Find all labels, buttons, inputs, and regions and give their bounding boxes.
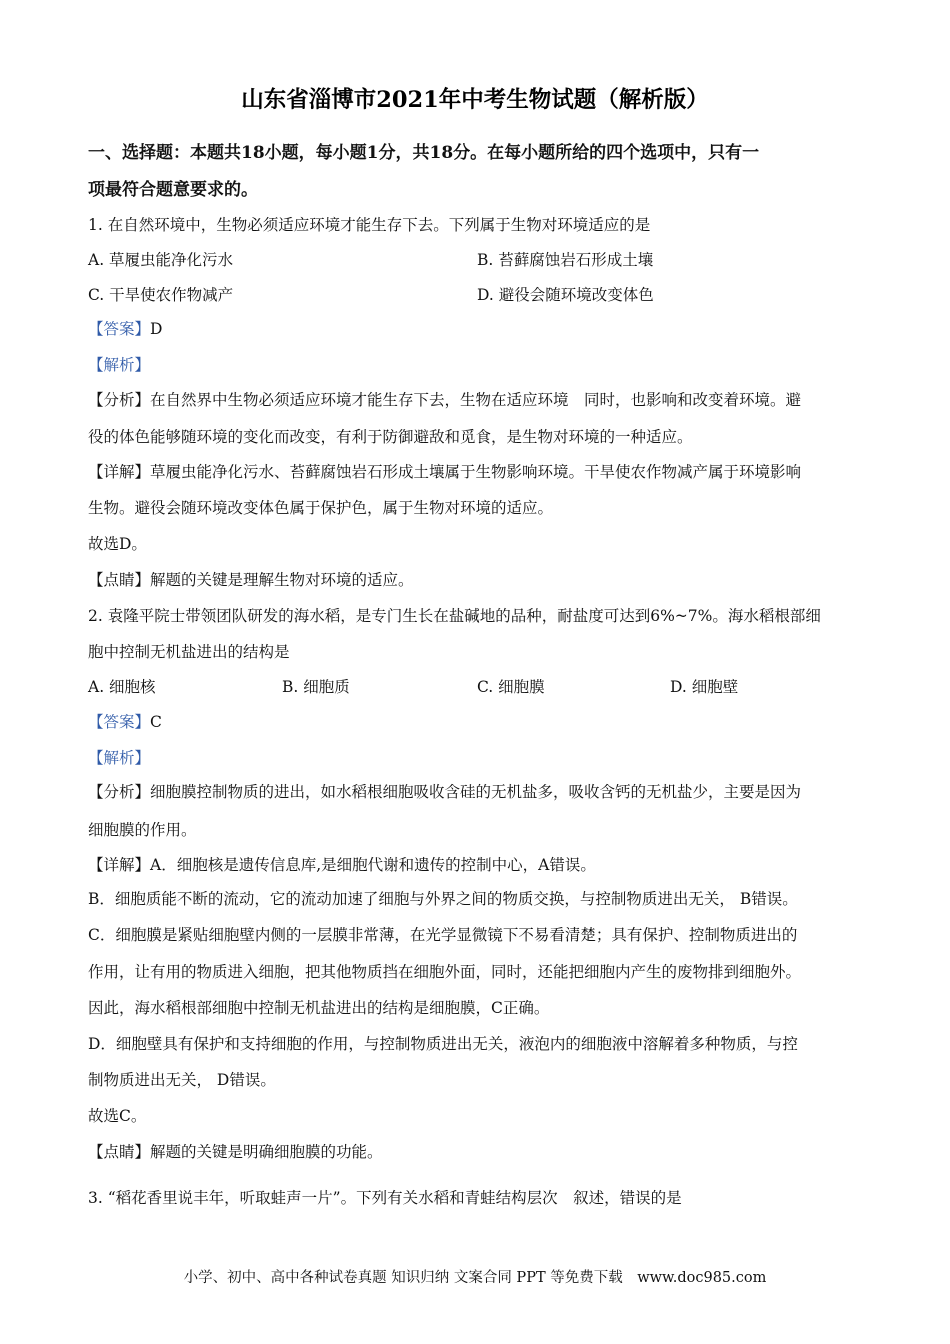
- detail-tag: 【详解】: [88, 856, 151, 874]
- q1-option-a: A. 草履虫能净化污水: [88, 251, 234, 269]
- q2-analysis-line2: 细胞膜的作用。: [88, 821, 197, 839]
- q2-detail-b: B．细胞质能不断的流动，它的流动加速了细胞与外界之间的物质交换，与控制物质进出无关， B错误。: [88, 890, 798, 908]
- page-footer: 小学、初中、高中各种试卷真题 知识归纳 文案合同 PPT 等免费下载 www.doc985.com: [183, 1270, 767, 1286]
- q3-stem: 3. “稻花香里说丰年，听取蛙声一片”。下列有关水稻和青蛙结构层次 叙述，错误的是: [88, 1189, 682, 1207]
- q1-conclusion: 故选D。: [88, 535, 147, 553]
- q1-option-d: D. 避役会随环境改变体色: [477, 286, 654, 304]
- q1-option-c: C. 干旱使农作物减产: [88, 286, 234, 304]
- q1-analysis-text1: 在自然界中生物必须适应环境才能生存下去，生物在适应环境 同时，也影响和改变着环境。避: [150, 391, 802, 409]
- tip-tag: 【点睛】: [88, 1143, 151, 1161]
- q2-detail-d2: 制物质进出无关， D错误。: [88, 1071, 276, 1089]
- q2-detail-c2: 作用，让有用的物质进入细胞，把其他物质挡在细胞外面，同时，还能把细胞内产生的废物排到细胞外。: [88, 963, 802, 981]
- answer-tag: 【答案】: [88, 320, 151, 338]
- q2-answer-line: [88, 712, 162, 732]
- q2-jiexi-tag: 【解析】: [88, 749, 151, 767]
- q1-detail-line1: [88, 462, 801, 482]
- q1-tip-line: [88, 570, 414, 590]
- q1-detail-text1: 草履虫能净化污水、苔藓腐蚀岩石形成土壤属于生物影响环境。干旱使农作物减产属于环境影响: [150, 463, 802, 481]
- q2-option-b: B. 细胞质: [282, 678, 350, 696]
- q2-detail-c1: C．细胞膜是紧贴细胞壁内侧的一层膜非常薄，在光学显微镜下不易看清楚；具有保护、控制物质进出的: [88, 926, 798, 944]
- q2-option-a: A. 细胞核: [88, 678, 156, 696]
- q2-detail-c3: 因此，海水稻根部细胞中控制无机盐进出的结构是细胞膜，C正确。: [88, 999, 550, 1017]
- q2-tip-line: [88, 1142, 383, 1162]
- q2-answer-value: C: [150, 713, 162, 731]
- answer-tag: 【答案】: [88, 713, 151, 731]
- q2-tip-text: 解题的关键是明确细胞膜的功能。: [150, 1143, 383, 1161]
- q1-answer-value: D: [150, 320, 163, 338]
- q2-detail-d1: D．细胞壁具有保护和支持细胞的作用，与控制物质进出无关，液泡内的细胞液中溶解着多种物质，与控: [88, 1035, 798, 1053]
- q1-tip-text: 解题的关键是理解生物对环境的适应。: [150, 571, 414, 589]
- q2-detail-a-text: A．细胞核是遗传信息库,是细胞代谢和遗传的控制中心，A错误。: [150, 856, 596, 874]
- q1-detail-line2: 生物。避役会随环境改变体色属于保护色，属于生物对环境的适应。: [88, 499, 554, 517]
- q2-conclusion: 故选C。: [88, 1107, 147, 1125]
- q2-analysis-line1: [88, 782, 801, 802]
- q2-option-d: D. 细胞壁: [670, 678, 739, 696]
- q2-detail-a: [88, 855, 596, 875]
- q1-analysis-line2: 役的体色能够随环境的变化而改变，有利于防御避敌和觅食，是生物对环境的一种适应。: [88, 428, 693, 446]
- q2-stem-line2: 胞中控制无机盐进出的结构是: [88, 643, 290, 661]
- section-heading-line2: 项最符合题意要求的。: [88, 180, 258, 200]
- tip-tag: 【点睛】: [88, 571, 151, 589]
- q2-option-c: C. 细胞膜: [477, 678, 545, 696]
- q1-jiexi-tag: 【解析】: [88, 356, 151, 374]
- q1-option-b: B. 苔藓腐蚀岩石形成土壤: [477, 251, 654, 269]
- analysis-tag: 【分析】: [88, 391, 151, 409]
- q1-answer-line: [88, 319, 162, 339]
- detail-tag: 【详解】: [88, 463, 151, 481]
- q2-stem-line1: 2. 袁隆平院士带领团队研发的海水稻，是专门生长在盐碱地的品种，耐盐度可达到6%~7%。海水稻根部细: [88, 607, 821, 625]
- document-title: 山东省淄博市2021年中考生物试题（解析版）: [241, 87, 709, 113]
- section-heading-line1: 一、选择题：本题共18小题，每小题1分，共18分。在每小题所给的四个选项中，只有一: [88, 143, 760, 163]
- analysis-tag: 【分析】: [88, 783, 151, 801]
- q1-analysis-line1: [88, 390, 801, 410]
- q2-analysis-text1: 细胞膜控制物质的进出，如水稻根细胞吸收含硅的无机盐多，吸收含钙的无机盐少，主要是因为: [150, 783, 802, 801]
- q1-stem: 1. 在自然环境中，生物必须适应环境才能生存下去。下列属于生物对环境适应的是: [88, 216, 651, 234]
